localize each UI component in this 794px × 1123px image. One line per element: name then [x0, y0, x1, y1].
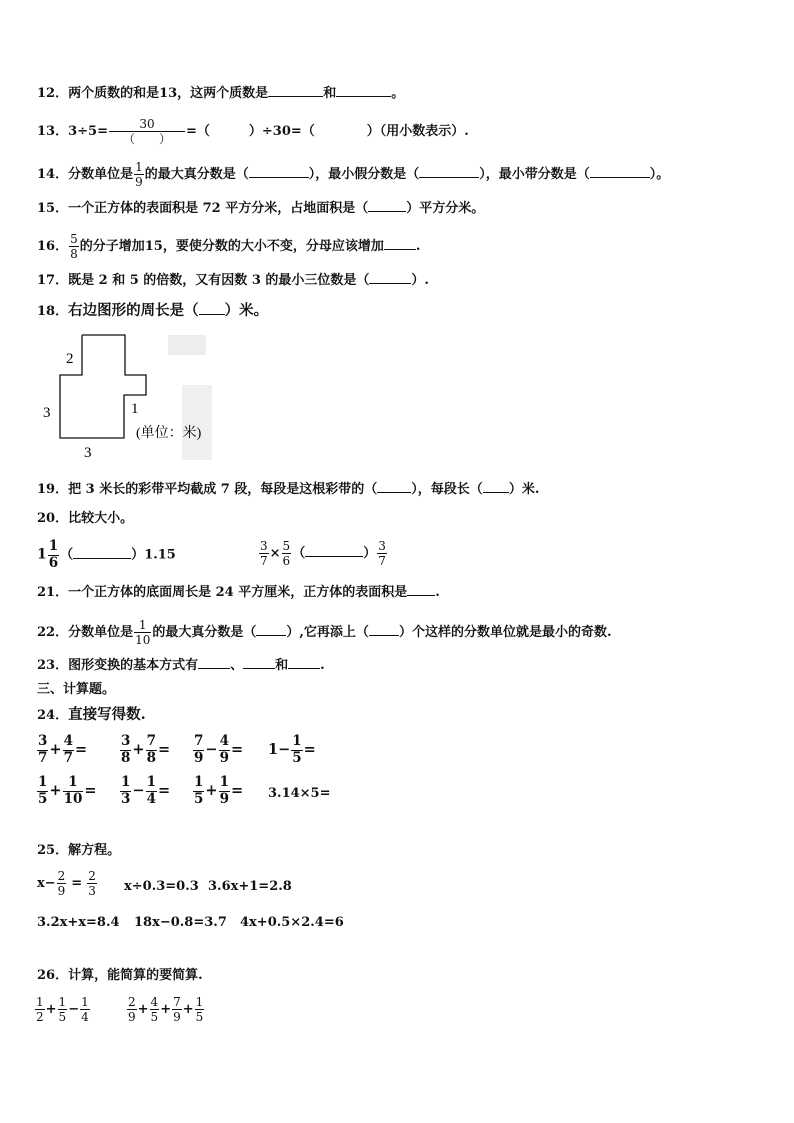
q14-blank-1[interactable]: [249, 165, 309, 178]
q24-r1-item-1: $\frac{3}{7}$ + $\frac{4}{7}$ =: [38, 733, 88, 766]
q26-expression-1: $\frac{1}{2}$ + $\frac{1}{5}$ − $\frac{1}{4}$: [36, 995, 89, 1024]
q14-blank-2[interactable]: [419, 165, 479, 178]
question-12: 12．两个质数的和是13，这两个质数是 和 。: [37, 86, 405, 101]
q23-blank-1[interactable]: [198, 656, 230, 669]
label-top: 2: [66, 351, 74, 367]
q19-blank-2[interactable]: [483, 480, 509, 493]
q24-r2-item-2: $\frac{1}{3}$ − $\frac{1}{4}$ =: [121, 774, 171, 807]
q20-compare-b: $\frac{3}{7}$ × $\frac{5}{6}$ （ ） $\frac{3}{7}$: [260, 539, 386, 568]
perimeter-figure: [40, 325, 230, 465]
q13-fraction: $\frac{30}{( )}$: [109, 118, 185, 145]
q20-blank-b[interactable]: [305, 544, 363, 557]
q24-r1-item-3: $\frac{7}{9}$ − $\frac{4}{9}$ =: [194, 733, 244, 766]
q14-blank-3[interactable]: [590, 165, 650, 178]
unit-label: (单位：米): [136, 426, 202, 441]
q24-r2-item-1: $\frac{1}{5}$ + $\frac{1}{10}$ =: [38, 774, 97, 807]
q24-r1-item-4: 1− $\frac{1}{5}$ =: [268, 733, 316, 766]
question-13: 13．3÷5= $\frac{30}{( )}$ =（ ）÷30=（ ）（用小数表示）.: [37, 117, 469, 146]
label-right: 1: [131, 401, 139, 417]
q19-blank-1[interactable]: [377, 480, 411, 493]
question-20: 20．比较大小。: [37, 511, 134, 526]
q22-fraction: $\frac{1}{10}$: [135, 618, 151, 647]
q23-blank-3[interactable]: [288, 656, 320, 669]
question-15: 15．一个正方体的表面积是 72 平方分米，占地面积是（ ）平方分米。: [37, 201, 485, 216]
q25-equation-3: 3.6x+1=2.8: [208, 879, 292, 894]
q25-equation-1: x− $\frac{2}{9}$ = $\frac{2}{3}$: [37, 869, 96, 898]
question-25: 25．解方程。: [37, 843, 121, 858]
q22-blank-2[interactable]: [369, 623, 399, 636]
label-bottom: 3: [84, 445, 92, 461]
question-14: 14．分数单位是 $\frac{1}{9}$ 的最大真分数是（ ），最小假分数是（ ），最小带分数是（ ）。: [37, 160, 670, 189]
q17-blank[interactable]: [369, 271, 411, 284]
q16-blank[interactable]: [384, 237, 416, 250]
q12-blank-2[interactable]: [336, 84, 391, 97]
q25-equation-5: 18x−0.8=3.7: [134, 915, 227, 930]
question-22: 22．分数单位是 $\frac{1}{10}$ 的最大真分数是（ ）,它再添上（ ）个这样的分数单位就是最小的奇数.: [37, 618, 612, 647]
q21-blank[interactable]: [407, 583, 435, 596]
q25-equation-2: x÷0.3=0.3: [124, 879, 199, 894]
q24-r2-item-3: $\frac{1}{5}$ + $\frac{1}{9}$ =: [194, 774, 244, 807]
question-19: 19．把 3 米长的彩带平均截成 7 段，每段是这根彩带的（ ），每段长（ ）米.: [37, 482, 540, 497]
question-21: 21．一个正方体的底面周长是 24 平方厘米，正方体的表面积是 .: [37, 585, 440, 600]
q22-blank-1[interactable]: [256, 623, 286, 636]
q24-r2-item-4: 3.14×5=: [268, 786, 331, 801]
q23-blank-2[interactable]: [243, 656, 275, 669]
question-16: 16． $\frac{5}{8}$ 的分子增加15，要使分数的大小不变，分母应该增加 .: [37, 232, 421, 261]
label-left: 3: [43, 405, 51, 421]
question-24: 24．直接写得数.: [37, 706, 146, 723]
q24-r1-item-2: $\frac{3}{8}$ + $\frac{7}{8}$ =: [121, 733, 171, 766]
question-17: 17．既是 2 和 5 的倍数，又有因数 3 的最小三位数是（ ）.: [37, 273, 429, 288]
q14-fraction: $\frac{1}{9}$: [135, 160, 143, 189]
question-26: 26．计算，能简算的要简算.: [37, 968, 203, 983]
q12-blank-1[interactable]: [268, 84, 323, 97]
q25-equation-6: 4x+0.5×2.4=6: [240, 915, 344, 930]
q12-number: 12．: [37, 86, 69, 101]
q18-blank[interactable]: [199, 302, 225, 315]
q20-blank-a[interactable]: [73, 546, 131, 559]
section-3-heading: 三、计算题。: [37, 682, 116, 697]
q16-fraction: $\frac{5}{8}$: [70, 232, 78, 261]
q20-compare-a: 1 $\frac{1}{6}$ （ ）1.15: [37, 538, 176, 571]
q15-blank[interactable]: [368, 199, 406, 212]
question-18: 18．右边图形的周长是（ ）米。: [37, 302, 269, 319]
question-23: 23．图形变换的基本方式有 、 和 .: [37, 658, 325, 673]
q26-expression-2: $\frac{2}{9}$ + $\frac{4}{5}$ + $\frac{7}{9}$ + $\frac{1}{5}$: [128, 995, 204, 1024]
q25-equation-4: 3.2x+x=8.4: [37, 915, 120, 930]
